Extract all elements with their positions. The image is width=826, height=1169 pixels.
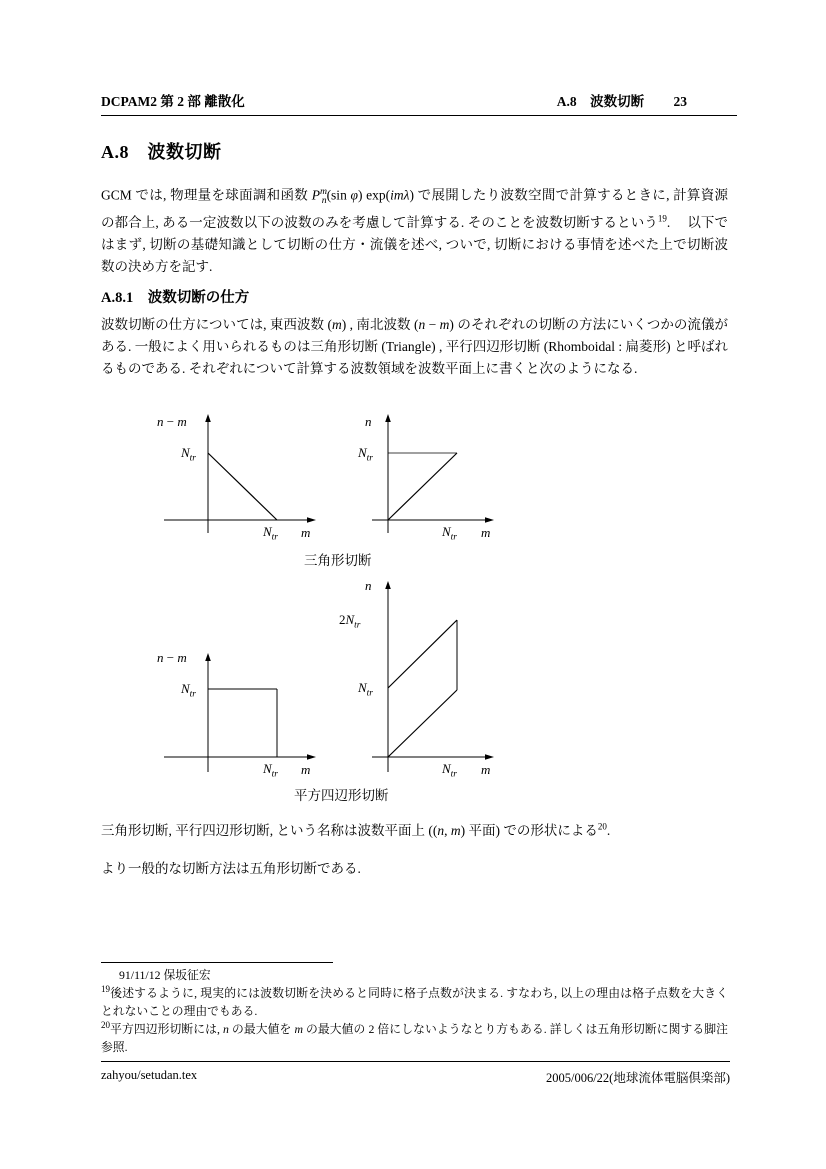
- arrow-up-icon: [385, 581, 391, 589]
- arrow-right-icon: [485, 754, 494, 760]
- figure-caption: 三角形切断: [304, 553, 372, 568]
- x-axis-label: m: [301, 525, 311, 540]
- y-axis-label: n − m: [157, 414, 187, 429]
- paragraph-method: 波数切断の仕方については, 東西波数 (m) , 南北波数 (n − m) のそれぞれの切断の方法にいくつかの流儀がある. 一般によく用いられるものは三角形切断 (Triangle) , 平行四辺形切断 (Rhomboidal : 扁菱形) と呼ばれるものである. それぞれについて計算する波数領域を波数平面上に書くと次のようになる.: [101, 317, 728, 376]
- y-axis-label: n − m: [157, 650, 187, 665]
- triangle-truncation-diagram: [101, 413, 728, 573]
- y-tick-label: $N_{tr}$: [358, 680, 373, 699]
- paragraph-general: より一般的な切断方法は五角形切断である.: [101, 861, 361, 876]
- arrow-up-icon: [385, 414, 391, 422]
- x-tick-label: $N_{tr}$: [442, 524, 457, 543]
- footnote-date-line: 91/11/12 保坂征宏: [119, 968, 211, 982]
- header-part-title: DCPAM2 第 2 部 離散化: [101, 94, 245, 109]
- figure-rhomboidal-truncation: [101, 578, 728, 810]
- figure-triangle-truncation: [101, 413, 728, 578]
- header-section-label: A.8 波数切断: [556, 94, 645, 109]
- x-axis-label: m: [481, 762, 491, 777]
- y-tick-label-2ntr: $2N_{tr}$: [339, 612, 361, 631]
- footnote-rule: [101, 962, 333, 963]
- figure-caption: 平方四辺形切断: [294, 788, 389, 803]
- paragraph-intro: GCM では, 物理量を球面調和函数 $P^m_n(\sin$ φ) exp(imλ) で展開したり波数空間で計算するときに, 計算資源の都合上, ある一定波数以下の波数のみを考慮して計算する. そのことを波数切断するという$^{19}$. 以下ではまず, 切断の基礎知識として切断の仕方・流儀を述べ, ついで, 切断における事情を述べた上で切断波数の決め方を記す.: [101, 186, 729, 275]
- x-axis-label: m: [301, 762, 311, 777]
- parallelogram-lower-edge: [388, 690, 457, 757]
- footnote-19: $^{19}$後述するように, 現実的には波数切断を決めると同時に格子点数が決まる. すなわち, 以上の理由は格子点数を大きくとれないことの理由でもある.: [101, 984, 728, 1018]
- x-axis-label: m: [481, 525, 491, 540]
- arrow-right-icon: [307, 517, 316, 523]
- subsection-title: A.8.1 波数切断の仕方: [101, 290, 250, 306]
- header-section-ref: [557, 90, 737, 110]
- arrow-right-icon: [307, 754, 316, 760]
- y-axis-label: n: [365, 578, 372, 593]
- y-axis-label: n: [365, 414, 372, 429]
- parallelogram-upper-edge: [388, 620, 457, 688]
- page-footer: [101, 1061, 730, 1086]
- footer-date-credit: 2005/006/22(地球流体電脳倶楽部): [545, 1071, 730, 1085]
- footer-file-path: zahyou/setudan.tex: [101, 1068, 198, 1082]
- y-tick-label: $N_{tr}$: [358, 445, 373, 464]
- section-title: A.8 波数切断: [101, 142, 222, 162]
- arrow-up-icon: [205, 653, 211, 661]
- arrow-up-icon: [205, 414, 211, 422]
- y-tick-label: $N_{tr}$: [181, 445, 196, 464]
- paragraph-naming: 三角形切断, 平行四辺形切断, という名称は波数平面上 ((n, m) 平面) での形状による$^{20}$.: [101, 821, 611, 838]
- x-tick-label: $N_{tr}$: [442, 761, 457, 780]
- arrow-right-icon: [485, 517, 494, 523]
- footnote-20: $^{20}$平方四辺形切断には, n の最大値を m の最大値の 2 倍にしないようなとり方もある. 詳しくは五角形切断に関する脚注参照.: [101, 1020, 728, 1054]
- x-tick-label: $N_{tr}$: [263, 524, 278, 543]
- truncation-boundary-line: [388, 453, 457, 520]
- page-header: [101, 90, 737, 116]
- y-tick-label: $N_{tr}$: [181, 681, 196, 700]
- rhomboidal-truncation-diagram: [101, 578, 728, 780]
- x-tick-label: $N_{tr}$: [263, 761, 278, 780]
- page-number: 23: [673, 94, 687, 109]
- truncation-boundary-line: [208, 453, 277, 520]
- footnotes-block: [101, 962, 728, 1056]
